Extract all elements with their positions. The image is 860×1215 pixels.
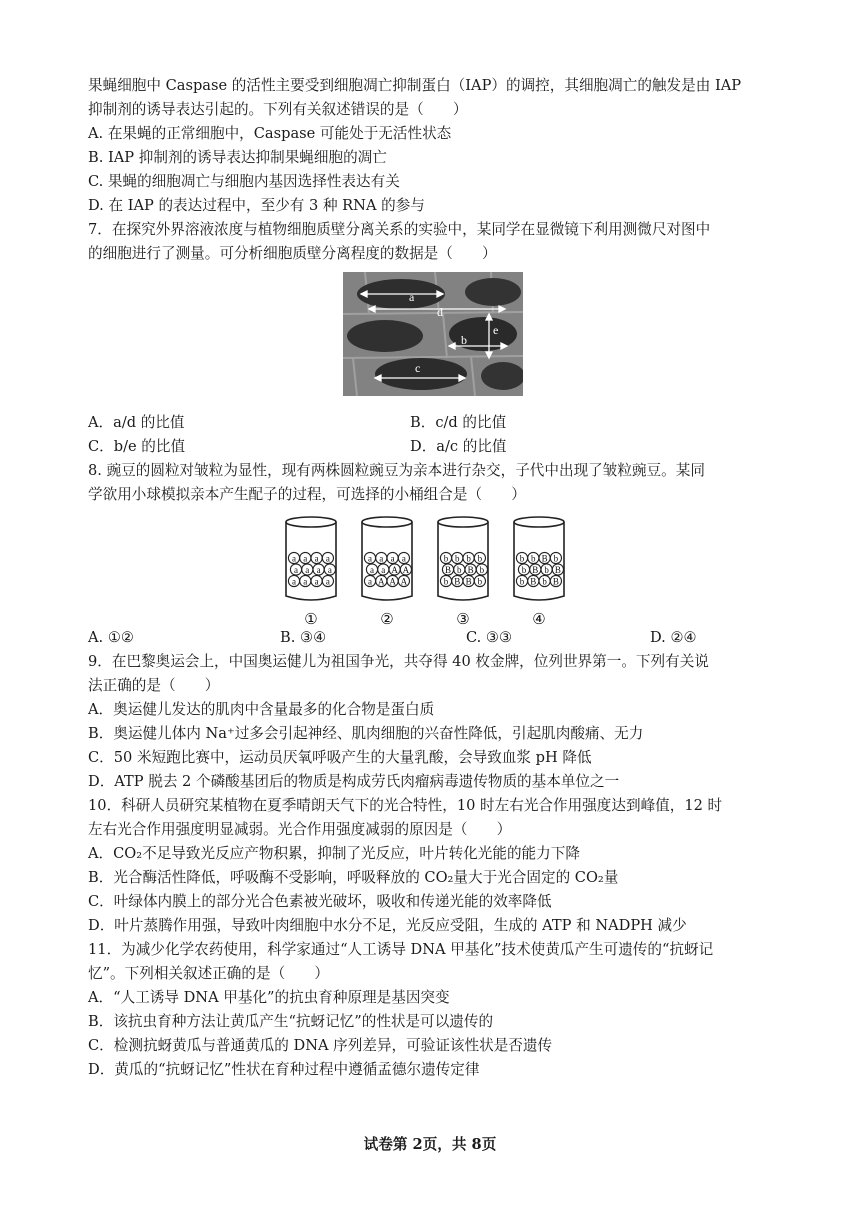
- page-footer: 试卷第 2页，共 8页: [363, 1136, 497, 1153]
- q10-option-c: C．叶绿体内膜上的部分光合色素被光破坏，吸收和传递光能的效率降低: [88, 893, 552, 910]
- q10-option-b: B．光合酶活性降低，呼吸酶不受影响，呼吸释放的 CO₂量大于光合固定的 CO₂量: [88, 869, 619, 886]
- ball-label: a: [325, 553, 330, 564]
- ball-label: B: [552, 576, 559, 587]
- ball-label: B: [465, 576, 472, 587]
- q7-label-a: a: [409, 290, 415, 304]
- bucket-number: ①: [304, 610, 318, 626]
- ball-label: b: [521, 564, 527, 575]
- ball-label: b: [519, 576, 525, 587]
- ball-label: A: [400, 576, 408, 587]
- q7-option-a: A．a/d 的比值: [88, 414, 185, 431]
- ball-label: a: [327, 564, 332, 575]
- ball-label: a: [314, 576, 319, 587]
- q9-option-b: B．奥运健儿体内 Na⁺过多会引起神经、肌肉细胞的兴奋性降低，引起肌肉酸痛、无力: [88, 725, 644, 742]
- ball-label: a: [303, 553, 308, 564]
- ball-label: b: [542, 576, 547, 587]
- ball-label: b: [477, 576, 483, 587]
- ball-label: b: [531, 553, 536, 564]
- ball-label: b: [455, 553, 460, 564]
- ball-label: A: [378, 576, 385, 587]
- q7-stem-line2: 的细胞进行了测量。可分析细胞质壁分离程度的数据是（ ）: [88, 245, 497, 262]
- ball-label: A: [389, 576, 396, 587]
- ball-label: B: [532, 564, 539, 575]
- bucket-1: [286, 517, 336, 626]
- q9-stem-line2: 法正确的是（ ）: [88, 677, 220, 694]
- ball-label: A: [402, 564, 410, 575]
- ball-label: a: [325, 576, 330, 587]
- q10-stem-line2: 左右光合作用强度明显减弱。光合作用强度减弱的原因是（ ）: [88, 821, 512, 838]
- q8-option-a: A. ①②: [88, 629, 134, 646]
- ball-label: a: [379, 553, 384, 564]
- bucket-3: [438, 517, 488, 626]
- ball-label: b: [544, 564, 549, 575]
- ball-label: a: [381, 564, 386, 575]
- bucket-2: [362, 517, 412, 626]
- ball-label: a: [292, 576, 296, 587]
- q11-stem-line2: 忆”。下列相关叙述正确的是（ ）: [88, 965, 329, 982]
- ball-label: a: [370, 564, 374, 575]
- q9-option-d: D．ATP 脱去 2 个磷酸基团后的物质是构成劳氏肉瘤病毒遗传物质的基本单位之一: [88, 773, 620, 790]
- ball-label: b: [553, 553, 559, 564]
- q7-label-e: e: [493, 323, 499, 337]
- q6-stem-line1: 果蝇细胞中 Caspase 的活性主要受到细胞凋亡抑制蛋白（IAP）的调控，其细胞凋亡的触发是由 IAP: [88, 77, 742, 94]
- q6-stem-line2: 抑制剂的诱导表达引起的。下列有关叙述错误的是（ ）: [88, 101, 468, 118]
- q7-label-c: c: [415, 361, 421, 375]
- ball-label: B: [454, 576, 461, 587]
- q11-option-b: B．该抗虫育种方法让黄瓜产生“抗蚜记忆”的性状是可以遗传的: [88, 1013, 494, 1030]
- ball-label: a: [390, 553, 395, 564]
- q7-option-d: D．a/c 的比值: [410, 438, 507, 455]
- ball-label: B: [530, 576, 537, 587]
- bucket-number: ③: [456, 610, 470, 626]
- ball-label: b: [457, 564, 462, 575]
- q7-option-c: C．b/e 的比值: [88, 438, 186, 455]
- ball-label: B: [554, 564, 561, 575]
- q11-option-a: A．“人工诱导 DNA 甲基化”的抗虫育种原理是基因突变: [88, 989, 450, 1006]
- ball-label: a: [401, 553, 406, 564]
- ball-label: b: [479, 564, 485, 575]
- q9-stem-line1: 9．在巴黎奥运会上，中国奥运健儿为祖国争光，共夺得 40 枚金牌，位列世界第一。下列有关说: [88, 653, 709, 670]
- q10-option-d: D．叶片蒸腾作用强，导致叶肉细胞中水分不足，光反应受阻，生成的 ATP 和 NADPH 减少: [88, 917, 687, 934]
- q6-option-a: A. 在果蝇的正常细胞中，Caspase 可能处于无活性状态: [88, 125, 452, 142]
- ball-label: a: [305, 564, 310, 575]
- ball-label: a: [314, 553, 319, 564]
- ball-label: B: [444, 564, 452, 575]
- ball-label: a: [316, 564, 321, 575]
- bucket-number: ④: [532, 610, 546, 626]
- q7-micrograph-figure: [343, 272, 523, 396]
- q11-stem-line1: 11．为减少化学农药使用，科学家通过“人工诱导 DNA 甲基化”技术使黄瓜产生可遗传的“抗蚜记: [88, 941, 714, 958]
- q7-stem-line1: 7．在探究外界溶液浓度与植物细胞质壁分离关系的实验中，某同学在显微镜下利用测微尺对图中: [88, 221, 711, 238]
- q9-option-a: A．奥运健儿发达的肌肉中含量最多的化合物是蛋白质: [88, 701, 435, 718]
- q8-option-b: B. ③④: [280, 629, 327, 646]
- ball-label: B: [541, 553, 548, 564]
- ball-label: a: [368, 553, 372, 564]
- q8-stem-line1: 8. 豌豆的圆粒对皱粒为显性，现有两株圆粒豌豆为亲本进行杂交，子代中出现了皱粒豌豆。某同: [88, 462, 705, 479]
- ball-label: b: [443, 576, 449, 587]
- q7-option-b: B．c/d 的比值: [410, 414, 507, 431]
- ball-label: b: [519, 553, 525, 564]
- q10-option-a: A．CO₂不足导致光反应产物积累，抑制了光反应，叶片转化光能的能力下降: [88, 845, 580, 862]
- q11-option-c: C．检测抗蚜黄瓜与普通黄瓜的 DNA 序列差异，可验证该性状是否遗传: [88, 1037, 553, 1054]
- q11-option-d: D．黄瓜的“抗蚜记忆”性状在育种过程中遵循孟德尔遗传定律: [88, 1061, 480, 1078]
- bucket-4: [514, 517, 564, 626]
- ball-label: a: [368, 576, 372, 587]
- q8-option-d: D. ②④: [650, 629, 697, 646]
- q7-label-b: b: [461, 333, 467, 347]
- ball-label: a: [292, 553, 296, 564]
- q6-option-d: D. 在 IAP 的表达过程中，至少有 3 种 RNA 的参与: [88, 197, 425, 214]
- ball-label: A: [391, 564, 398, 575]
- ball-label: B: [467, 564, 474, 575]
- ball-label: b: [477, 553, 483, 564]
- q8-buckets-figure: [280, 510, 580, 626]
- ball-label: a: [294, 564, 298, 575]
- ball-label: a: [303, 576, 308, 587]
- bucket-number: ②: [380, 610, 394, 626]
- q10-stem-line1: 10．科研人员研究某植物在夏季晴朗天气下的光合特性，10 时左右光合作用强度达到峰值，12 时: [88, 797, 723, 814]
- q6-option-b: B. IAP 抑制剂的诱导表达抑制果蝇细胞的凋亡: [88, 149, 387, 166]
- q9-option-c: C．50 米短跑比赛中，运动员厌氧呼吸产生的大量乳酸，会导致血浆 pH 降低: [88, 749, 592, 766]
- ball-label: b: [443, 553, 449, 564]
- q8-option-c: C. ③③: [466, 629, 513, 646]
- q7-label-d: d: [437, 305, 443, 319]
- q8-stem-line2: 学欲用小球模拟亲本产生配子的过程，可选择的小桶组合是（ ）: [88, 486, 526, 503]
- ball-label: b: [466, 553, 471, 564]
- q6-option-c: C. 果蝇的细胞凋亡与细胞内基因选择性表达有关: [88, 173, 400, 190]
